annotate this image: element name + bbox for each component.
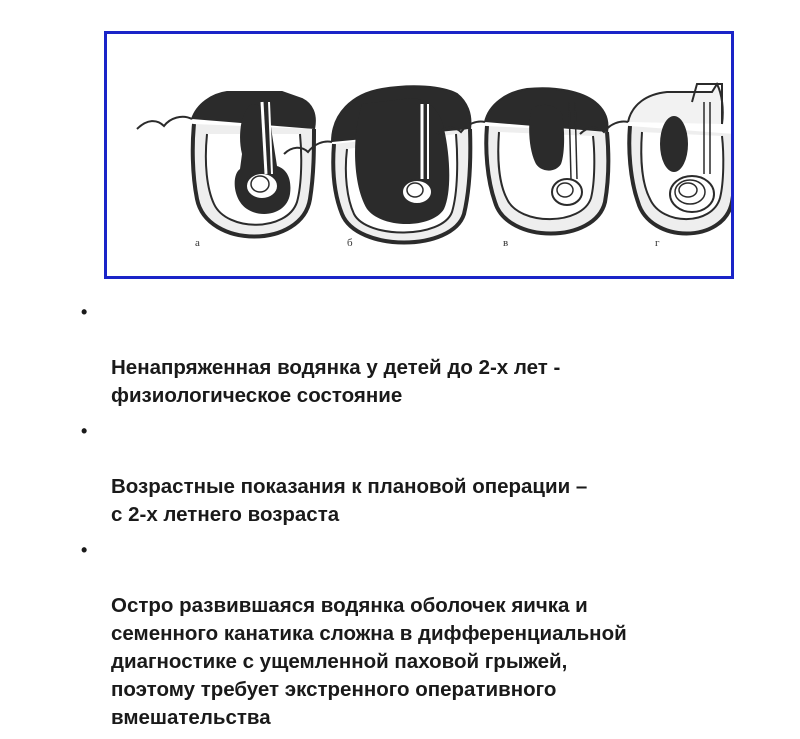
bullet-text: Возрастные показания к плановой операции – с 2-х летнего возраста [111, 475, 588, 526]
panel-label-c: в [503, 237, 509, 249]
bullet-dot-icon: • [81, 540, 88, 560]
panel-label-a: а [195, 237, 200, 249]
bullet-item [78, 298, 778, 410]
bullet-text: Остро развившаяся водянка оболочек яичка и семенного канатика сложна в дифференциальной диагностике с ущемленной паховой грыжей, поэтому требует экстренного оперативного вмешательства [111, 594, 627, 729]
panel-label-d: г [655, 237, 660, 249]
bullet-text: Ненапряженная водянка у детей до 2-х лет - физиологическое состояние [111, 356, 561, 407]
panel-a [137, 92, 315, 237]
hydrocele-illustrations [107, 34, 731, 276]
bullet-item [78, 417, 778, 529]
bullet-dot-icon: • [81, 421, 88, 441]
bullet-item [78, 536, 778, 732]
bullet-dot-icon: • [81, 302, 88, 322]
figure-frame [104, 31, 734, 279]
bullet-list [78, 298, 778, 739]
panel-label-b: б [347, 237, 353, 249]
